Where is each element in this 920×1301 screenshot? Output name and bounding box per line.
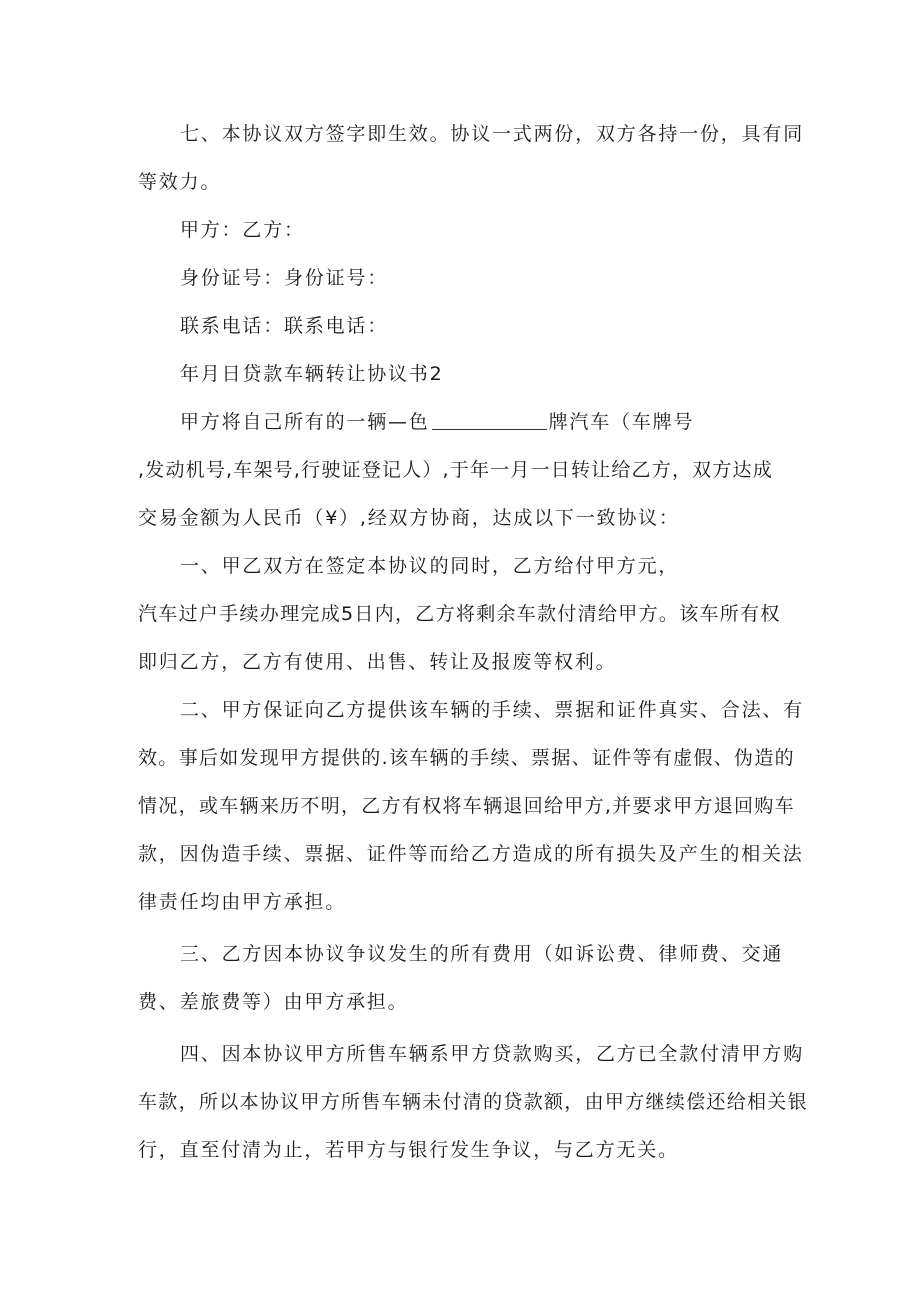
clause-7-line-2: 等效力。 xyxy=(138,171,222,193)
clause-1-line-1: 一、甲乙双方在签定本协议的同时，乙方给付甲方元， xyxy=(180,555,680,577)
fill-in-blank xyxy=(432,411,547,430)
clause-2-line-5: 律责任均由甲方承担。 xyxy=(138,891,347,913)
clause-4-line-2: 车款，所以本协议甲方所售车辆未付清的贷款额，由甲方继续偿还给相关银 xyxy=(138,1091,808,1113)
clause-3-line-2: 费、差旅费等）由甲方承担。 xyxy=(138,991,409,1013)
signature-phones: 联系电话：联系电话： xyxy=(180,315,389,337)
clause-7-line-1: 七、本协议双方签字即生效。协议一式两份，双方各持一份，具有同 xyxy=(180,123,805,145)
clause-1-line-3: 即归乙方，乙方有使用、出售、转让及报废等权利。 xyxy=(138,651,617,673)
clause-2-line-2: 效。事后如发现甲方提供的.该车辆的手续、票据、证件等有虚假、伪造的 xyxy=(138,747,795,769)
intro-line-3: 交易金额为人民币（¥）,经双方协商，达成以下一致协议： xyxy=(138,507,680,529)
date-and-title: 年月日贷款车辆转让协议书2 xyxy=(180,363,444,385)
intro-line-1 xyxy=(180,410,694,434)
signature-parties: 甲方：乙方： xyxy=(180,219,305,241)
clause-2-line-3: 情况，或车辆来历不明，乙方有权将车辆退回给甲方,并要求甲方退回购车 xyxy=(138,795,795,817)
intro-line-2: ,发动机号,车架号,行驶证登记人）,于年一月一日转让给乙方，双方达成 xyxy=(138,459,773,481)
clause-4-line-3: 行，直至付清为止，若甲方与银行发生争议，与乙方无关。 xyxy=(138,1139,679,1161)
intro-line-1-text-b: 牌汽车（车牌号 xyxy=(548,411,695,433)
clause-2-line-1: 二、甲方保证向乙方提供该车辆的手续、票据和证件真实、合法、有 xyxy=(180,699,805,721)
signature-id-numbers: 身份证号：身份证号： xyxy=(180,267,389,289)
clause-4-line-1: 四、因本协议甲方所售车辆系甲方贷款购买，乙方已全款付清甲方购 xyxy=(180,1043,805,1065)
clause-1-line-2: 汽车过户手续办理完成5日内，乙方将剩余车款付清给甲方。该车所有权 xyxy=(138,603,781,625)
intro-line-1-text-a: 甲方将自己所有的一辆—色 xyxy=(180,411,430,433)
clause-3-line-1: 三、乙方因本协议争议发生的所有费用（如诉讼费、律师费、交通 xyxy=(180,943,784,965)
clause-2-line-4: 款，因伪造手续、票据、证件等而给乙方造成的所有损失及产生的相关法 xyxy=(138,843,804,865)
